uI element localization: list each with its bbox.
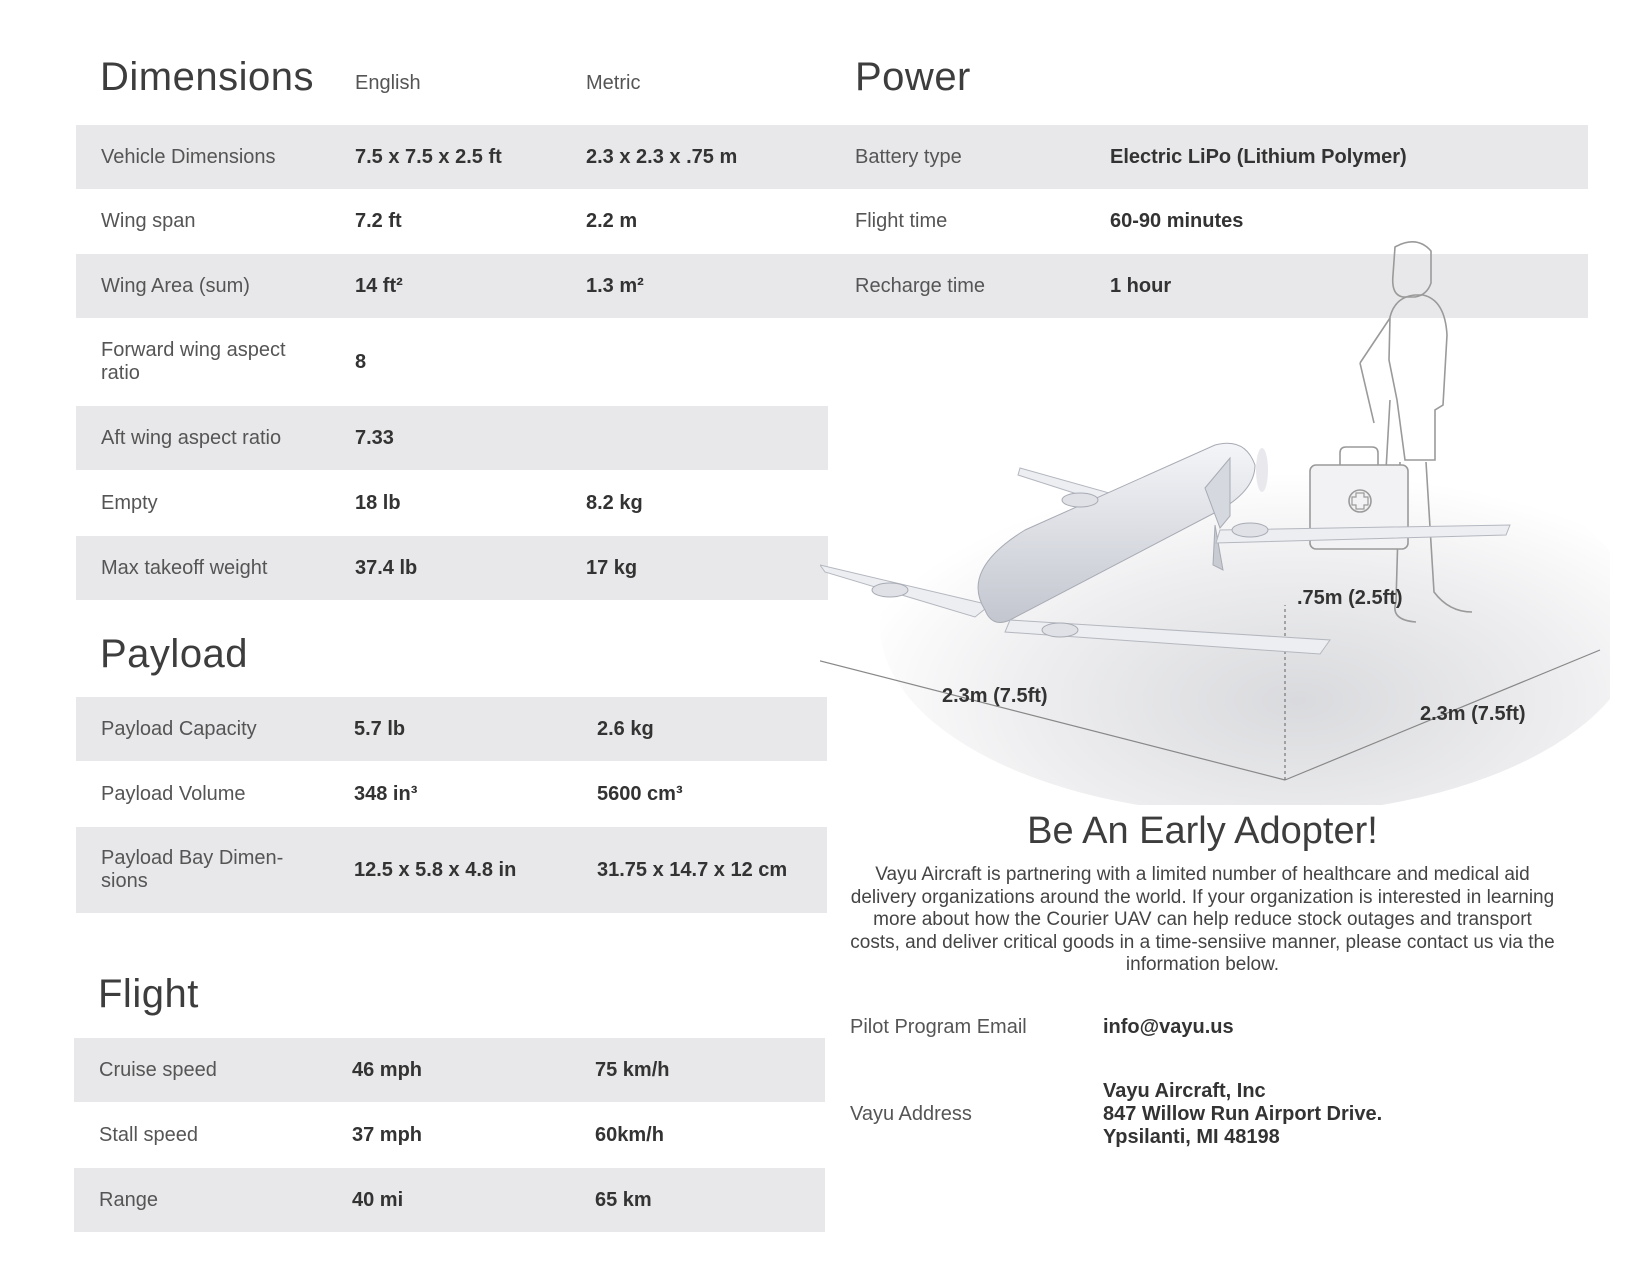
row-metric-value: 17 kg [586,556,638,579]
table-row [76,471,828,535]
table-row [74,1168,825,1232]
row-value: Electric LiPo (Lithium Polymer) [1110,145,1407,168]
row-value: 1 hour [1110,274,1172,297]
length-dimension-label: 2.3m (7.5ft) [942,685,1048,707]
row-label: Battery type [855,145,962,168]
row-metric-value: 8.2 kg [586,491,643,514]
payload-title: Payload [100,632,249,676]
row-metric-value: 5600 cm³ [597,782,683,805]
row-label: Range [99,1188,158,1211]
row-english-value: 12.5 x 5.8 x 4.8 in [354,858,517,881]
dimensions-title: Dimensions [100,55,314,99]
row-label: Payload Bay Dimen-sions [101,847,284,892]
row-label: Wing Area (sum) [101,274,250,297]
row-label: Vehicle Dimensions [101,145,276,168]
table-row [76,762,827,826]
width-dimension-label: 2.3m (7.5ft) [1420,703,1526,725]
row-metric-value: 1.3 m² [586,274,644,297]
row-label: Payload Volume [101,782,246,805]
email-label: Pilot Program Email [850,1016,1027,1038]
row-english-value: 37 mph [352,1123,423,1146]
row-english-value: 348 in³ [354,782,418,805]
row-english-value: 5.7 lb [354,717,406,740]
row-english-value: 8 [355,350,367,373]
table-row [828,125,1588,189]
row-label: Payload Capacity [101,717,257,740]
row-label: Aft wing aspect ratio [101,426,282,449]
dimensions-english-header: English [355,72,421,94]
row-label: Max takeoff weight [101,556,268,579]
row-label: Recharge time [855,274,986,297]
row-metric-value: 60km/h [595,1123,664,1146]
email-link[interactable]: info@vayu.us [1103,1016,1234,1038]
table-row [76,406,828,470]
address-line: Vayu Aircraft, Inc [1103,1080,1266,1102]
row-english-value: 7.2 ft [355,209,402,232]
row-english-value: 40 mi [352,1188,404,1211]
table-row [76,827,827,913]
address-block [1103,1080,1382,1149]
table-row [76,330,828,394]
row-label: Cruise speed [99,1058,217,1081]
address-line: Ypsilanti, MI 48198 [1103,1126,1280,1148]
row-value: 60-90 minutes [1110,209,1244,232]
row-english-value: 7.5 x 7.5 x 2.5 ft [355,145,502,168]
row-label: Wing span [101,209,196,232]
table-row [76,125,828,189]
row-label: Flight time [855,209,948,232]
row-label: Forward wing aspect ratio [101,339,286,384]
row-label: Stall speed [99,1123,198,1146]
row-english-value: 18 lb [355,491,401,514]
table-row [74,1103,825,1167]
row-metric-value: 75 km/h [595,1058,670,1081]
cta-body: Vayu Aircraft is partnering with a limited number of healthcare and medical aid delivery organizations around the world. If your organization is interested in learning more about how the Courier UAV can help reduce stock outages and transport costs, and deliver critical goods in a time-sensiive manner, please contact us via the information below. [850,864,1555,975]
row-metric-value: 2.3 x 2.3 x .75 m [586,145,738,168]
dimensions-metric-header: Metric [586,72,641,94]
table-row [76,536,828,600]
table-row [74,1038,825,1102]
address-label: Vayu Address [850,1103,972,1125]
cta-title: Be An Early Adopter! [1027,810,1378,852]
row-metric-value: 2.6 kg [597,717,654,740]
row-metric-value: 31.75 x 14.7 x 12 cm [597,858,788,881]
row-metric-value: 2.2 m [586,209,638,232]
height-dimension-label: .75m (2.5ft) [1297,587,1403,609]
row-english-value: 46 mph [352,1058,423,1081]
row-english-value: 14 ft² [355,274,403,297]
row-english-value: 7.33 [355,426,394,449]
power-title: Power [855,55,971,99]
row-label: Empty [101,491,158,514]
row-metric-value: 65 km [595,1188,652,1211]
drone-illustration [820,225,1610,805]
row-english-value: 37.4 lb [355,556,418,579]
table-row [76,254,828,318]
address-line: 847 Willow Run Airport Drive. [1103,1103,1383,1125]
table-row [76,697,827,761]
flight-title: Flight [98,972,199,1016]
table-row [76,189,828,253]
